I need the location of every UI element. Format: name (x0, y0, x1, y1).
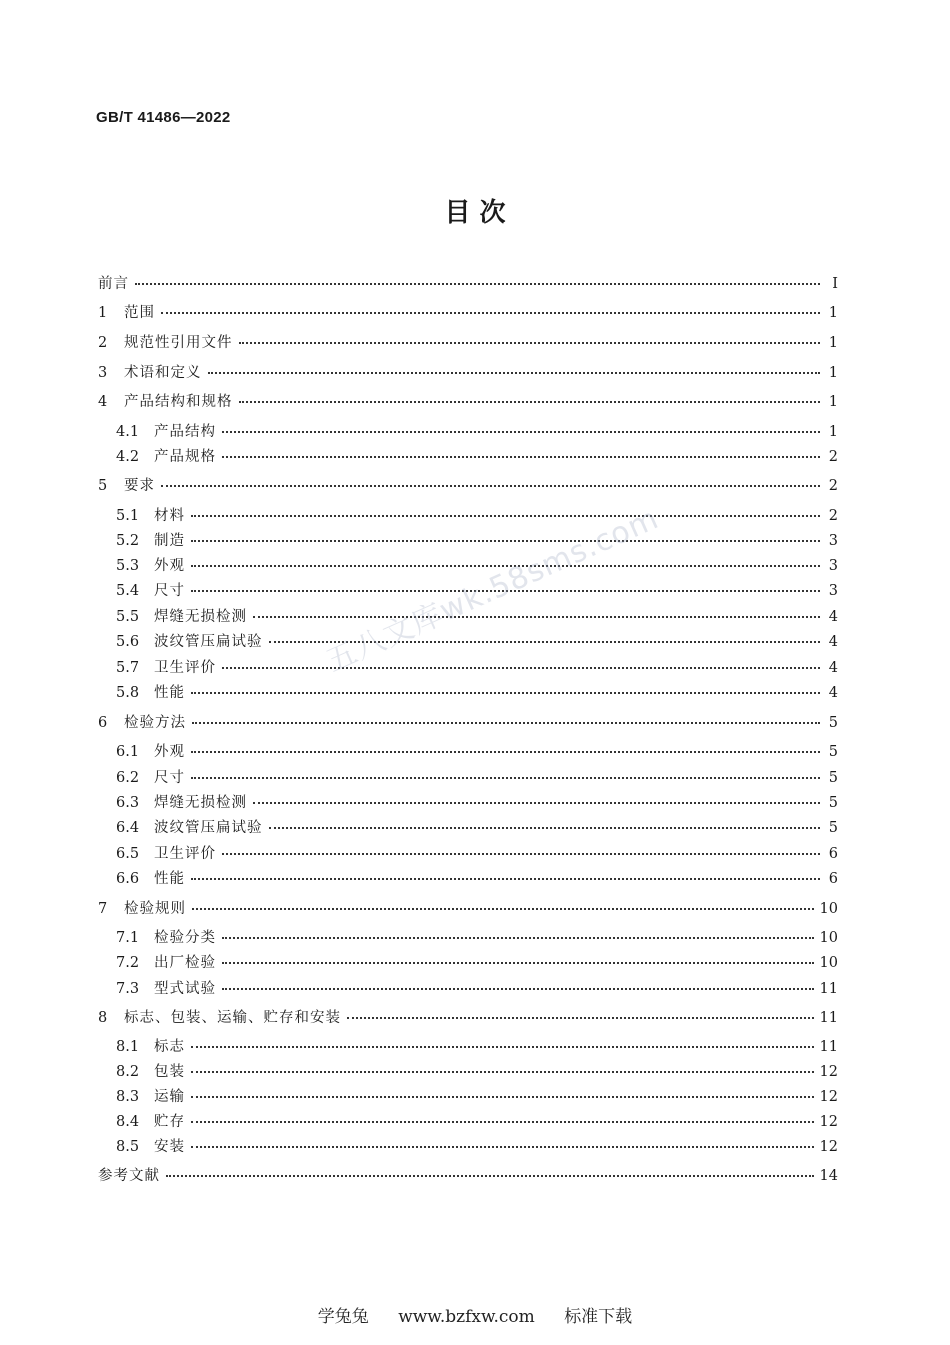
toc-entry-label: 贮存 (154, 1114, 185, 1130)
toc-entry-page: 6 (828, 846, 838, 862)
toc-entry-page: 1 (828, 365, 838, 381)
toc-leader-dots (191, 515, 820, 517)
toc-entry-page: 3 (828, 583, 838, 599)
toc-entry-page: 12 (819, 1114, 838, 1130)
toc-entry-page: 5 (828, 770, 838, 786)
toc-entry-page: 12 (819, 1064, 838, 1080)
page-title: 目 次 (444, 198, 506, 228)
toc-entry-number: 6.4 (116, 820, 140, 836)
toc-entry[interactable] (116, 631, 838, 653)
toc-leader-dots (161, 485, 820, 487)
toc-entry[interactable] (116, 505, 838, 527)
toc-leader-dots (191, 1146, 814, 1148)
toc-entry[interactable] (116, 1036, 838, 1058)
toc-entry-label: 规范性引用文件 (124, 335, 233, 351)
toc-entry[interactable] (116, 682, 838, 704)
footer-slogan: 标准下载 (564, 1307, 633, 1327)
toc-entry[interactable] (98, 475, 838, 497)
toc-entry[interactable] (116, 868, 838, 890)
toc-entry-label: 性能 (154, 871, 185, 887)
toc-leader-dots (191, 1096, 814, 1098)
toc-entry-label: 卫生评价 (154, 660, 216, 676)
toc-entry-page: 4 (828, 685, 838, 701)
toc-entry[interactable] (116, 767, 838, 789)
toc-entry-label: 焊缝无损检测 (154, 609, 247, 625)
toc-entry-label: 材料 (154, 508, 185, 524)
toc-entry-number: 4 (98, 394, 108, 410)
toc-entry-label: 标志、包装、运输、贮存和安装 (124, 1010, 341, 1026)
toc-leader-dots (222, 431, 820, 433)
toc-entry[interactable] (116, 421, 838, 443)
toc-entry-page: 1 (828, 394, 838, 410)
standard-code: GB/T 41486—2022 (96, 109, 231, 126)
toc-entry-number: 7.1 (116, 930, 140, 946)
toc-leader-dots (166, 1175, 814, 1177)
toc-entry-label: 波纹管压扁试验 (154, 634, 263, 650)
toc-entry-label: 术语和定义 (124, 365, 202, 381)
toc-entry-label: 外观 (154, 744, 185, 760)
toc-entry-page: 3 (828, 533, 838, 549)
toc-entry[interactable] (116, 446, 838, 468)
toc-entry-page: 4 (828, 660, 838, 676)
toc-entry[interactable] (98, 712, 838, 734)
toc-entry-label: 波纹管压扁试验 (154, 820, 263, 836)
footer-url[interactable]: www.bzfxw.com (398, 1307, 535, 1327)
footer-site-name: 学兔兔 (317, 1307, 369, 1327)
toc-entry-number: 4.1 (116, 424, 140, 440)
toc-entry-page: 12 (819, 1089, 838, 1105)
footer (0, 1302, 950, 1327)
toc-entry-page: 1 (828, 335, 838, 351)
toc-entry-label: 产品结构 (154, 424, 216, 440)
toc-entry-number: 8.1 (116, 1039, 140, 1055)
toc-entry-label: 检验方法 (124, 715, 186, 731)
toc-entry[interactable] (116, 792, 838, 814)
toc-entry-number: 7.2 (116, 955, 140, 971)
toc-leader-dots (253, 802, 820, 804)
toc-entry-number: 5 (98, 478, 108, 494)
toc-entry-label: 出厂检验 (154, 955, 216, 971)
toc-entry-number: 6.1 (116, 744, 140, 760)
toc-entry-number: 5.6 (116, 634, 140, 650)
toc-entry[interactable] (116, 741, 838, 763)
toc-entry-label: 安装 (154, 1139, 185, 1155)
toc-entry[interactable] (116, 1061, 838, 1083)
toc-entry-label: 标志 (154, 1039, 185, 1055)
toc-entry-page: 1 (828, 424, 838, 440)
toc-entry-label: 检验分类 (154, 930, 216, 946)
toc-entry-label: 检验规则 (124, 901, 186, 917)
toc-entry-label: 卫生评价 (154, 846, 216, 862)
toc-entry[interactable] (98, 898, 838, 920)
toc-entry-page: 5 (828, 795, 838, 811)
toc-entry-label: 产品结构和规格 (124, 394, 233, 410)
toc-leader-dots (191, 1071, 814, 1073)
toc-entry-number: 8.4 (116, 1114, 140, 1130)
toc-entry-number: 5.5 (116, 609, 140, 625)
toc-entry-page: 2 (828, 508, 838, 524)
toc-entry-number: 5.3 (116, 558, 140, 574)
toc-entry[interactable] (98, 273, 838, 295)
toc-leader-dots (191, 777, 820, 779)
toc-entry-page: 2 (828, 478, 838, 494)
toc-entry-number: 5.8 (116, 685, 140, 701)
watermark: 五八文库wk.58sms.com (321, 500, 665, 680)
toc-entry-page: 11 (819, 1039, 838, 1055)
toc-entry-page: 10 (819, 901, 838, 917)
toc-entry-number: 8.2 (116, 1064, 140, 1080)
toc-leader-dots (239, 342, 821, 344)
toc-leader-dots (253, 616, 820, 618)
toc-entry-number: 4.2 (116, 449, 140, 465)
toc-entry[interactable] (116, 530, 838, 552)
toc-leader-dots (222, 988, 814, 990)
toc-leader-dots (191, 692, 820, 694)
toc-entry[interactable] (116, 952, 838, 974)
toc-entry-page: 10 (819, 955, 838, 971)
toc-entry-number: 8 (98, 1010, 108, 1026)
toc-entry[interactable] (116, 657, 838, 679)
toc-entry-number: 7.3 (116, 981, 140, 997)
toc-entry-number: 6.3 (116, 795, 140, 811)
toc-leader-dots (135, 283, 820, 285)
toc-entry-label: 尺寸 (154, 770, 185, 786)
toc-leader-dots (269, 827, 821, 829)
toc-entry[interactable] (116, 978, 838, 1000)
toc-leader-dots (222, 937, 814, 939)
toc-entry-page: 12 (819, 1139, 838, 1155)
toc-leader-dots (191, 1046, 814, 1048)
toc-entry-label: 包装 (154, 1064, 185, 1080)
toc-entry-page: 11 (819, 1010, 838, 1026)
toc-entry-page: 5 (828, 744, 838, 760)
toc-leader-dots (222, 962, 814, 964)
toc-entry-number: 7 (98, 901, 108, 917)
toc-leader-dots (191, 1121, 814, 1123)
toc-entry[interactable] (98, 1007, 838, 1029)
toc-entry[interactable] (116, 1111, 838, 1133)
toc-entry-number: 5.1 (116, 508, 140, 524)
toc-entry-number: 8.5 (116, 1139, 140, 1155)
toc-leader-dots (222, 667, 820, 669)
toc-entry[interactable] (98, 391, 838, 413)
toc-entry-number: 6.5 (116, 846, 140, 862)
toc-entry-number: 6.2 (116, 770, 140, 786)
toc-entry-label: 焊缝无损检测 (154, 795, 247, 811)
toc-entry[interactable] (98, 302, 838, 324)
toc-entry-page: 5 (828, 715, 838, 731)
toc-entry[interactable] (98, 362, 838, 384)
toc-entry-page: 4 (828, 634, 838, 650)
toc-entry[interactable] (116, 927, 838, 949)
toc-entry-label: 参考文献 (98, 1168, 160, 1184)
toc-entry-number: 8.3 (116, 1089, 140, 1105)
toc-entry-number: 6.6 (116, 871, 140, 887)
toc-leader-dots (191, 878, 820, 880)
toc-entry-number: 5.2 (116, 533, 140, 549)
toc-entry-label: 要求 (124, 478, 155, 494)
toc-leader-dots (191, 540, 820, 542)
toc-entry-page: 3 (828, 558, 838, 574)
toc-entry-label: 型式试验 (154, 981, 216, 997)
toc-entry[interactable] (116, 1086, 838, 1108)
toc-entry-page: 10 (819, 930, 838, 946)
toc-entry-page: 4 (828, 609, 838, 625)
toc-entry-number: 5.4 (116, 583, 140, 599)
toc-leader-dots (192, 908, 814, 910)
toc-entry-label: 制造 (154, 533, 185, 549)
toc-entry-page: 11 (819, 981, 838, 997)
toc-leader-dots (191, 751, 820, 753)
toc-leader-dots (239, 401, 821, 403)
toc-leader-dots (208, 372, 821, 374)
toc-entry-page: 6 (828, 871, 838, 887)
toc-leader-dots (222, 853, 820, 855)
toc-entry[interactable] (116, 1136, 838, 1158)
toc-entry-label: 运输 (154, 1089, 185, 1105)
toc-entry-page: Ⅰ (832, 276, 838, 292)
toc-entry[interactable] (98, 332, 838, 354)
toc-leader-dots (347, 1017, 814, 1019)
toc-entry-number: 5.7 (116, 660, 140, 676)
toc-entry-page: 1 (828, 305, 838, 321)
toc-entry[interactable] (116, 817, 838, 839)
toc-leader-dots (192, 722, 820, 724)
toc-entry-label: 产品规格 (154, 449, 216, 465)
toc-entry-label: 尺寸 (154, 583, 185, 599)
toc-entry-label: 范围 (124, 305, 155, 321)
toc-entry-page: 5 (828, 820, 838, 836)
toc-entry-label: 性能 (154, 685, 185, 701)
toc-entry-number: 6 (98, 715, 108, 731)
toc-leader-dots (222, 456, 820, 458)
toc-entry[interactable] (98, 1165, 838, 1187)
toc-entry-label: 前言 (98, 276, 129, 292)
toc-entry-page: 2 (828, 449, 838, 465)
toc-entry-page: 14 (819, 1168, 838, 1184)
toc-entry-label: 外观 (154, 558, 185, 574)
toc-entry[interactable] (116, 843, 838, 865)
toc-entry-number: 3 (98, 365, 108, 381)
toc-entry-number: 2 (98, 335, 108, 351)
toc-leader-dots (161, 312, 820, 314)
toc-entry-number: 1 (98, 305, 108, 321)
